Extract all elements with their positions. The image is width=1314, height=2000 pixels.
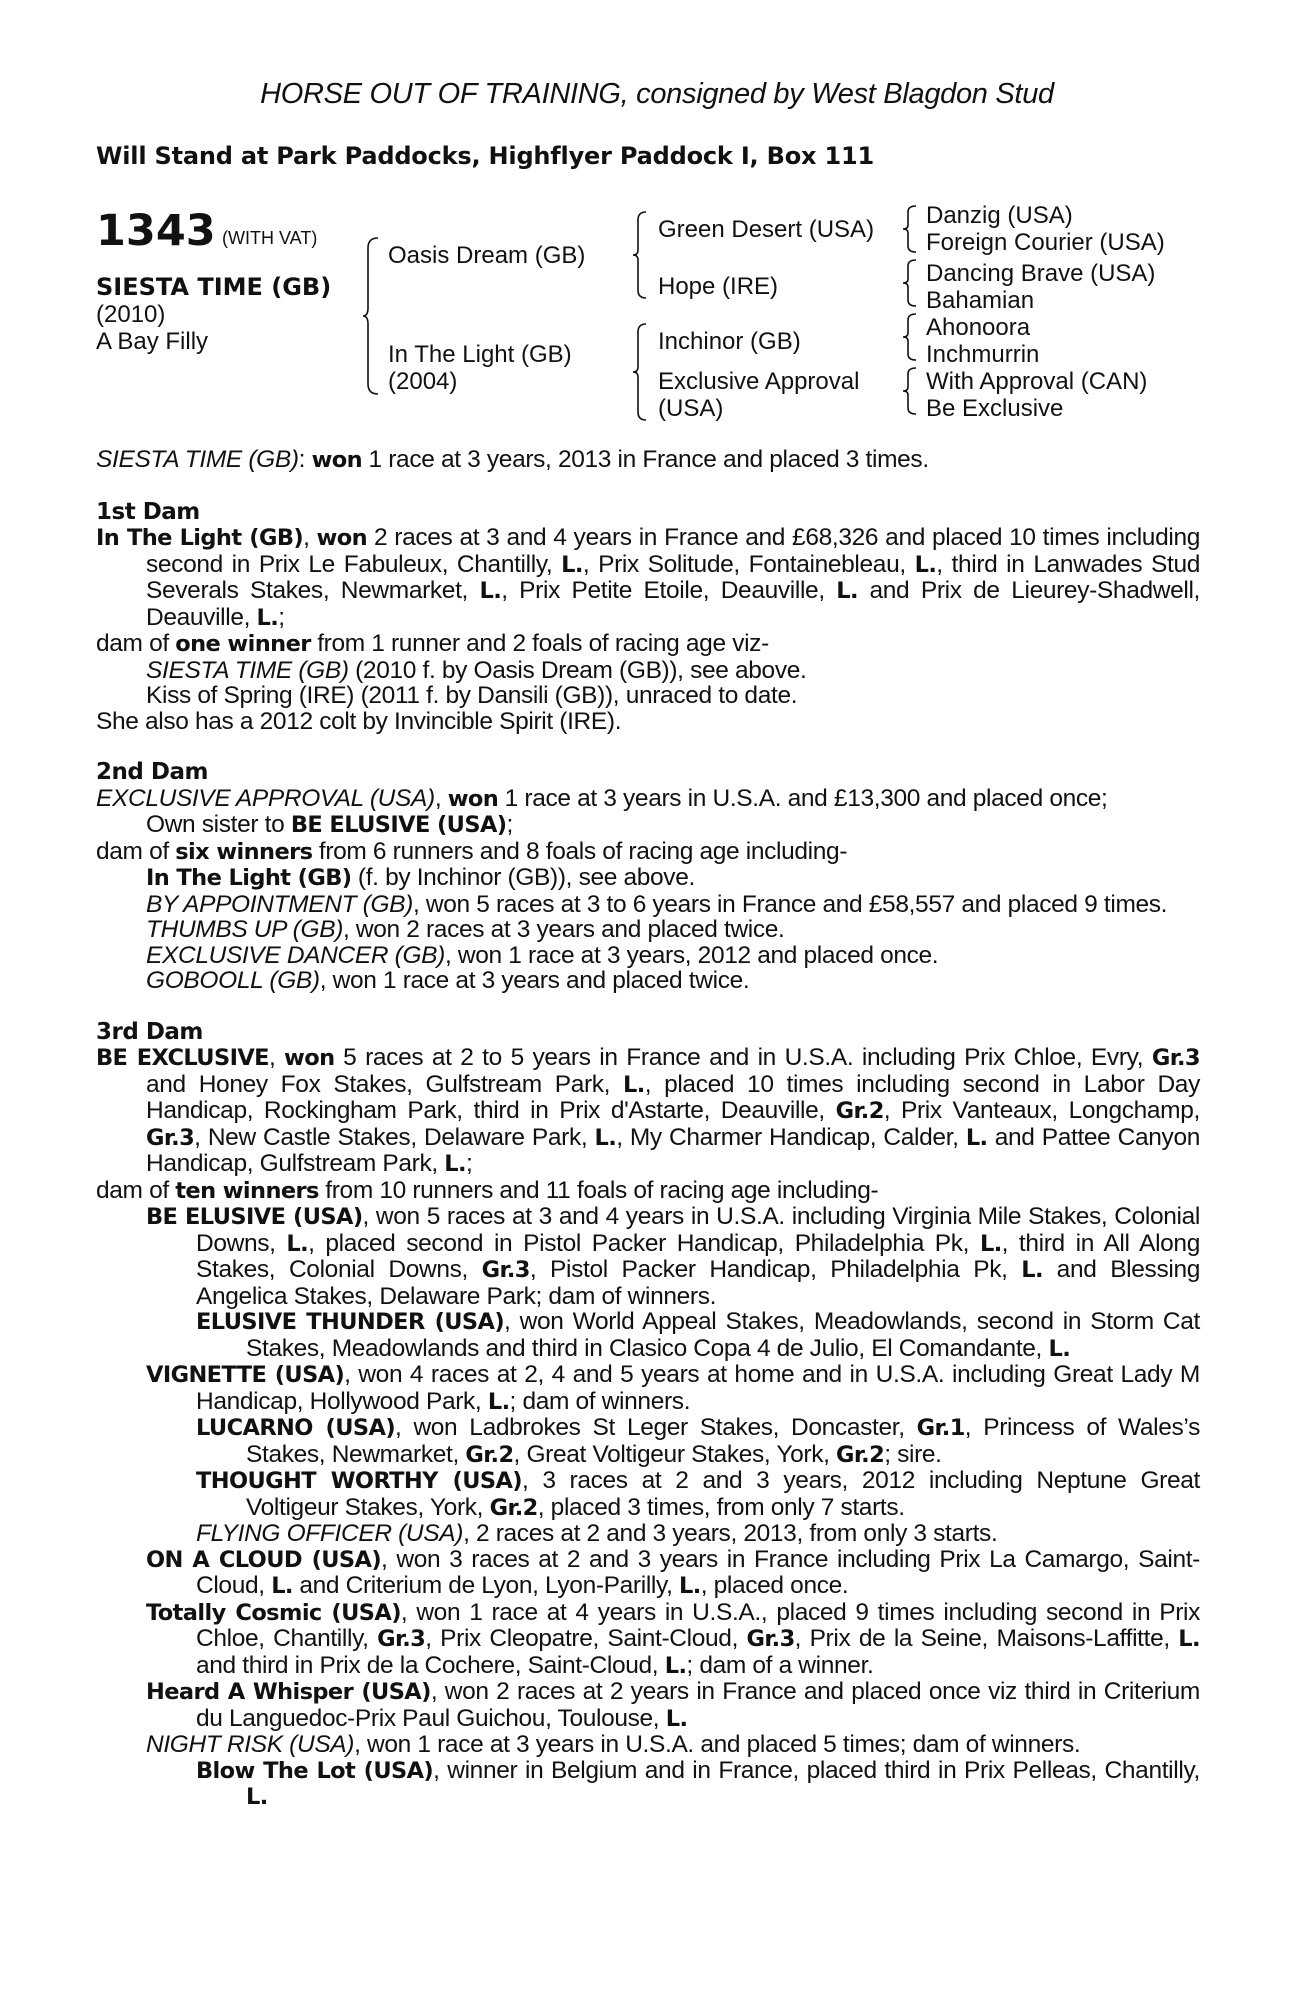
pedigree-g3-3: Dancing Brave (USA) bbox=[926, 260, 1156, 287]
second-dam-produce-5: GOBOOLL (GB), won 1 race at 3 years and placed twice. bbox=[146, 967, 750, 994]
first-dam-produce-1: SIESTA TIME (GB) (2010 f. by Oasis Dream (GB)), see above. bbox=[146, 656, 807, 684]
third-dam-record: BE EXCLUSIVE, won 5 races at 2 to 5 years in France and in U.S.A. including Prix Chloe, Evry, Gr.3 and Honey Fox Stakes, Gulfstream Park, L., placed 10 times including second in Labor Day Handicap, Rockingham Park, third in Prix d'Astarte, Deauville, Gr.2, Prix Vanteaux, Longchamp, Gr.3, New Castle Stakes, Delaware Park, L., My Charmer Handicap, Calder, L. and Pattee Canyon Handicap, Gulfstream Park, L.; bbox=[96, 1044, 1200, 1177]
pedigree-brace-sire bbox=[632, 210, 648, 300]
pedigree-brace-main bbox=[362, 236, 380, 396]
pedigree-dam-dam-country: (USA) bbox=[658, 395, 724, 422]
pedigree-g3-7: With Approval (CAN) bbox=[926, 368, 1148, 395]
pedigree-dam: In The Light (GB) bbox=[388, 341, 572, 368]
first-dam-note: She also has a 2012 colt by Invincible Spirit (IRE). bbox=[96, 707, 622, 735]
produce-flying-officer: FLYING OFFICER (USA), 2 races at 2 and 3 years, 2013, from only 3 starts. bbox=[196, 1520, 998, 1547]
race-summary: SIESTA TIME (GB): won 1 race at 3 years, 2013 in France and placed 3 times. bbox=[96, 446, 929, 473]
first-dam-record: In The Light (GB), won 2 races at 3 and 4 years in France and £68,326 and placed 10 times including second in Prix Le Fabuleux, Chantilly, L., Prix Solitude, Fontainebleau, L., third in Lanwades Stud Severals Stakes, Newmarket, L., Prix Petite Etoile, Deauville, L. and Prix de Lieurey-Shadwell, Deauville, L.; bbox=[96, 524, 1201, 631]
second-dam-sister: Own sister to BE ELUSIVE (USA); bbox=[146, 811, 513, 838]
produce-be-elusive: BE ELUSIVE (USA), won 5 races at 3 and 4 years in U.S.A. including Virginia Mile Stakes, Colonial Downs, L., placed second in Pistol Packer Handicap, Philadelphia Pk, L., third in All Along Stakes, Colonial Downs, Gr.3, Pistol Packer Handicap, Philadelphia Pk, L. and Blessing Angelica Stakes, Delaware Park; dam of winners. bbox=[146, 1203, 1200, 1310]
lot-number: 1343 bbox=[96, 206, 216, 256]
produce-night-risk: NIGHT RISK (USA), won 1 race at 3 years in U.S.A. and placed 5 times; dam of winners. bbox=[146, 1731, 1081, 1758]
produce-elusive-thunder: ELUSIVE THUNDER (USA), won World Appeal Stakes, Meadowlands, second in Storm Cat Stakes, Meadowlands and third in Clasico Copa 4 de Julio, El Comandante, L. bbox=[196, 1308, 1200, 1362]
pedigree-sire-sire: Green Desert (USA) bbox=[658, 216, 875, 243]
second-dam-produce-4: EXCLUSIVE DANCER (GB), won 1 race at 3 years, 2012 and placed once. bbox=[146, 941, 939, 969]
pedigree-brace-dam bbox=[632, 322, 648, 422]
catalogue-body bbox=[96, 447, 1200, 1811]
pedigree-brace-g3d bbox=[902, 366, 918, 416]
second-dam-heading: 2nd Dam bbox=[96, 759, 208, 785]
horse-name: SIESTA TIME (GB) bbox=[96, 273, 332, 301]
pedigree-g3-4: Bahamian bbox=[926, 287, 1035, 314]
pedigree-g3-5: Ahonoora bbox=[926, 314, 1031, 341]
pedigree-g3-2: Foreign Courier (USA) bbox=[926, 229, 1165, 256]
produce-heard-a-whisper: Heard A Whisper (USA), won 2 races at 2 years in France and placed once viz third in Criterium du Languedoc-Prix Paul Guichou, Toulouse, L. bbox=[146, 1678, 1200, 1732]
horse-description: A Bay Filly bbox=[96, 328, 209, 355]
second-dam-produce-2: BY APPOINTMENT (GB), won 5 races at 3 to 6 years in France and £58,557 and placed 9 times. bbox=[146, 890, 1168, 918]
produce-vignette: VIGNETTE (USA), won 4 races at 2, 4 and 5 years at home and in U.S.A. including Great Lady M Handicap, Hollywood Park, L.; dam of winners. bbox=[146, 1361, 1200, 1415]
consignment-title: HORSE OUT OF TRAINING, consigned by West Blagdon Stud bbox=[260, 78, 1054, 110]
pedigree-dam-sire: Inchinor (GB) bbox=[658, 328, 801, 355]
horse-year: (2010) bbox=[96, 301, 166, 328]
venue-line: Will Stand at Park Paddocks, Highflyer Paddock I, Box 111 bbox=[96, 142, 874, 170]
second-dam-record: EXCLUSIVE APPROVAL (USA), won 1 race at 3 years in U.S.A. and £13,300 and placed once; bbox=[96, 784, 1108, 812]
pedigree-g3-6: Inchmurrin bbox=[926, 341, 1040, 368]
pedigree-sire-dam: Hope (IRE) bbox=[658, 273, 779, 300]
first-dam-heading: 1st Dam bbox=[96, 498, 200, 525]
third-dam-heading: 3rd Dam bbox=[96, 1018, 203, 1045]
pedigree-brace-g3b bbox=[902, 258, 918, 308]
second-dam-produce-1: In The Light (GB) (f. by Inchinor (GB)), see above. bbox=[146, 864, 695, 891]
second-dam-produce-3: THUMBS UP (GB), won 2 races at 3 years and placed twice. bbox=[146, 916, 785, 943]
first-dam-produce-2: Kiss of Spring (IRE) (2011 f. by Dansili (GB)), unraced to date. bbox=[146, 682, 798, 709]
pedigree-dam-dam: Exclusive Approval bbox=[658, 368, 860, 395]
pedigree-brace-g3c bbox=[902, 312, 918, 362]
second-dam-produce-summary: dam of six winners from 6 runners and 8 foals of racing age including- bbox=[96, 837, 848, 865]
produce-blow-the-lot: Blow The Lot (USA), winner in Belgium and in France, placed third in Prix Pelleas, Chantilly, L. bbox=[196, 1756, 1200, 1810]
first-dam-produce-summary: dam of one winner from 1 runner and 2 foals of racing age viz- bbox=[96, 630, 769, 657]
pedigree-sire: Oasis Dream (GB) bbox=[388, 242, 586, 269]
vat-label: (WITH VAT) bbox=[222, 228, 318, 248]
produce-on-a-cloud: ON A CLOUD (USA), won 3 races at 2 and 3 years in France including Prix La Camargo, Saint-Cloud, L. and Criterium de Lyon, Lyon-Parilly, L., placed once. bbox=[146, 1545, 1200, 1599]
pedigree-brace-g3a bbox=[902, 204, 918, 254]
produce-lucarno: LUCARNO (USA), won Ladbrokes St Leger Stakes, Doncaster, Gr.1, Princess of Wales’s Stakes, Newmarket, Gr.2, Great Voltigeur Stakes, York, Gr.2; sire. bbox=[196, 1414, 1200, 1468]
pedigree-g3-1: Danzig (USA) bbox=[926, 202, 1073, 229]
produce-thought-worthy: THOUGHT WORTHY (USA), 3 races at 2 and 3 years, 2012 including Neptune Great Voltigeur Stakes, York, Gr.2, placed 3 times, from only 7 starts. bbox=[196, 1467, 1200, 1521]
produce-totally-cosmic: Totally Cosmic (USA), won 1 race at 4 years in U.S.A., placed 9 times including second in Prix Chloe, Chantilly, Gr.3, Prix Cleopatre, Saint-Cloud, Gr.3, Prix de la Seine, Maisons-Laffitte, L. and third in Prix de la Cochere, Saint-Cloud, L.; dam of a winner. bbox=[146, 1598, 1201, 1679]
pedigree-dam-year: (2004) bbox=[388, 368, 458, 395]
third-dam-produce-summary: dam of ten winners from 10 runners and 11 foals of racing age including- bbox=[96, 1176, 879, 1204]
pedigree-g3-8: Be Exclusive bbox=[926, 395, 1064, 422]
